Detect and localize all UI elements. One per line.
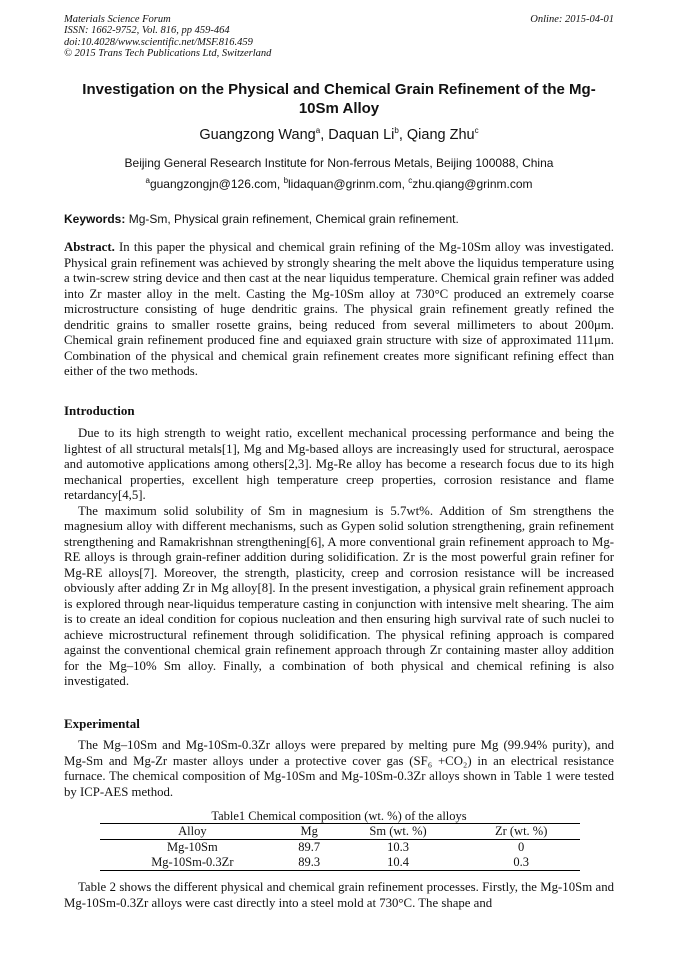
author-name: Daquan Li (328, 127, 395, 143)
table-cell: 10.4 (334, 855, 463, 871)
affiliation: Beijing General Research Institute for Non-ferrous Metals, Beijing 100088, China (124, 156, 554, 170)
email-link[interactable]: guangzongjn@126.com (149, 177, 277, 191)
table-header-cell: Alloy (100, 824, 285, 840)
author-name: Guangzong Wang (199, 127, 316, 143)
abstract-text: In this paper the physical and chemical grain refining of the Mg-10Sm alloy was investigated. Physical grain refinement was achieved by strongly shearing the melt above the liquidus temperature using a twin-screw string device and then cast at the near liquidus temperature. Chemical grain refiner was added into Zr master alloy in the melt. Casting the Mg-10Sm alloy at 730°C produced an extremely coarse microstructure consisting of huge dendritic grains. The physical grain refinement greatly refined the dendritic grains to smaller rosette grains, being reduced from several millimeters to about 200μm. Chemical grain refinement produced fine and equiaxed grain structure with size of approximated 111μm. Combination of the physical and chemical grain refinement creates more significant refining effect than either of the two methods. (64, 240, 614, 378)
email-sup: c (408, 176, 413, 185)
email-sup: b (283, 176, 289, 185)
author-list: Guangzong Wang$^a$, Daquan Li$^b$, Qiang Zhu$^c$ (199, 126, 479, 143)
section-heading-introduction: Introduction (64, 403, 135, 418)
author-sup: b (394, 126, 399, 136)
table-cell: Mg-10Sm-0.3Zr (100, 855, 285, 871)
experimental-body (64, 738, 614, 800)
paragraph: The Mg–10Sm and Mg-10Sm-0.3Zr alloys were prepared by melting pure Mg (99.94% purity), and Mg-Sm and Mg-Zr master alloys under a protective cover gas (SF₆ +CO₂) in an electrical resistance furnace. The chemical composition of Mg-10Sm and Mg-10Sm-0.3Zr alloys shown in Table 1 were tested by ICP-AES method. (64, 738, 614, 799)
table-header-cell: Mg (285, 824, 334, 840)
table-cell: 10.3 (387, 840, 409, 854)
email-link[interactable]: zhu.qiang@grinm.com (412, 177, 533, 191)
table-cell: 89.3 (285, 855, 334, 871)
table-header-cell: Zr (wt. %) (462, 824, 580, 840)
email-list: $^a$guangzongjn@126.com, $^b$lidaquan@grinm.com, $^c$zhu.qiang@grinm.com (145, 176, 533, 191)
online-date: Online: 2015-04-01 (530, 14, 614, 25)
paper-title: Investigation on the Physical and Chemical Grain Refinement of the Mg-10Sm Alloy (82, 81, 596, 117)
experimental-body-continued (64, 880, 614, 911)
issn: ISSN: 1662-9752, Vol. 816, pp 459-464 (64, 25, 230, 37)
abstract-label: Abstract. (64, 240, 115, 254)
email-sup: a (145, 176, 150, 185)
abstract (64, 240, 614, 380)
table-row (100, 855, 580, 871)
paragraph: The maximum solid solubility of Sm in magnesium is 5.7wt%. Addition of Sm strengthens the magnesium alloy with different mechanisms, such as Gypen solid solution strengthening, grain refinement strengthening and Ramakrishnan strengthening[6], A more conventional grain refinement approach to Mg-RE alloys is through grain-refiner addition during solidification. Zr is the most powerful grain refiner for Mg-RE alloys[7]. Moreover, the strength, plasticity, creep and corrosion resistance will be increased obviously after adding Zr in Mg alloy[8]. In the present investigation, a physical grain refinement approach is explored through near-liquidus temperature casting in conjunction with intensive melt shearing. The aim is to create an ideal condition for copious nucleation and then ensuring high survival rate of such nuclei to achieve microstructural refinement through solidification. The physical refining approach is compared against the conventional chemical grain refinement approach through Zr containing master alloy addition for the Mg–10% Sm alloy. Finally, a combination of both physical and chemical refining is also investigated. (64, 503, 614, 688)
table-header-row (100, 824, 580, 840)
table-header-cell: Sm (wt. %) (334, 824, 463, 840)
table-row (100, 840, 580, 856)
journal-header (64, 14, 614, 60)
table-cell: 89.7 (298, 840, 321, 854)
table-caption: Table1 Chemical composition (wt. %) of the alloys (211, 809, 467, 823)
table-cell: Mg-10Sm (166, 840, 218, 854)
section-heading-experimental: Experimental (64, 716, 140, 731)
author-sup: c (474, 126, 479, 136)
keywords-text: Mg-Sm, Physical grain refinement, Chemical grain refinement. (128, 212, 459, 226)
keywords-label: Keywords: (64, 212, 126, 226)
paragraph: Due to its high strength to weight ratio, excellent mechanical processing performance and being the lightest of all structural metals[1], Mg and Mg-based alloys are increasingly used for structural, aerospace and automotive applications among others[2,3]. Mg-Re alloy has become a research focus due to its high mechanical properties, excellent high temperature creep properties, corrosion resistance and flame retardancy[4,5]. (64, 426, 614, 502)
doi: doi:10.4028/www.scientific.net/MSF.816.459 (64, 36, 253, 48)
table-cell: 0 (518, 840, 525, 854)
author-name: Qiang Zhu (406, 127, 475, 143)
introduction-body (64, 426, 614, 690)
copyright: © 2015 Trans Tech Publications Ltd, Switzerland (64, 48, 272, 60)
paragraph: Table 2 shows the different physical and chemical grain refinement processes. Firstly, the Mg-10Sm and Mg-10Sm-0.3Zr alloys were cast directly into a steel mold at 730°C. The shape and (64, 880, 614, 910)
email-link[interactable]: lidaquan@grinm.com (288, 177, 402, 191)
keywords (64, 212, 614, 226)
table-cell: 0.3 (462, 855, 580, 871)
author-sup: a (315, 126, 321, 136)
journal-name: Materials Science Forum (64, 14, 171, 25)
composition-table (100, 823, 580, 871)
